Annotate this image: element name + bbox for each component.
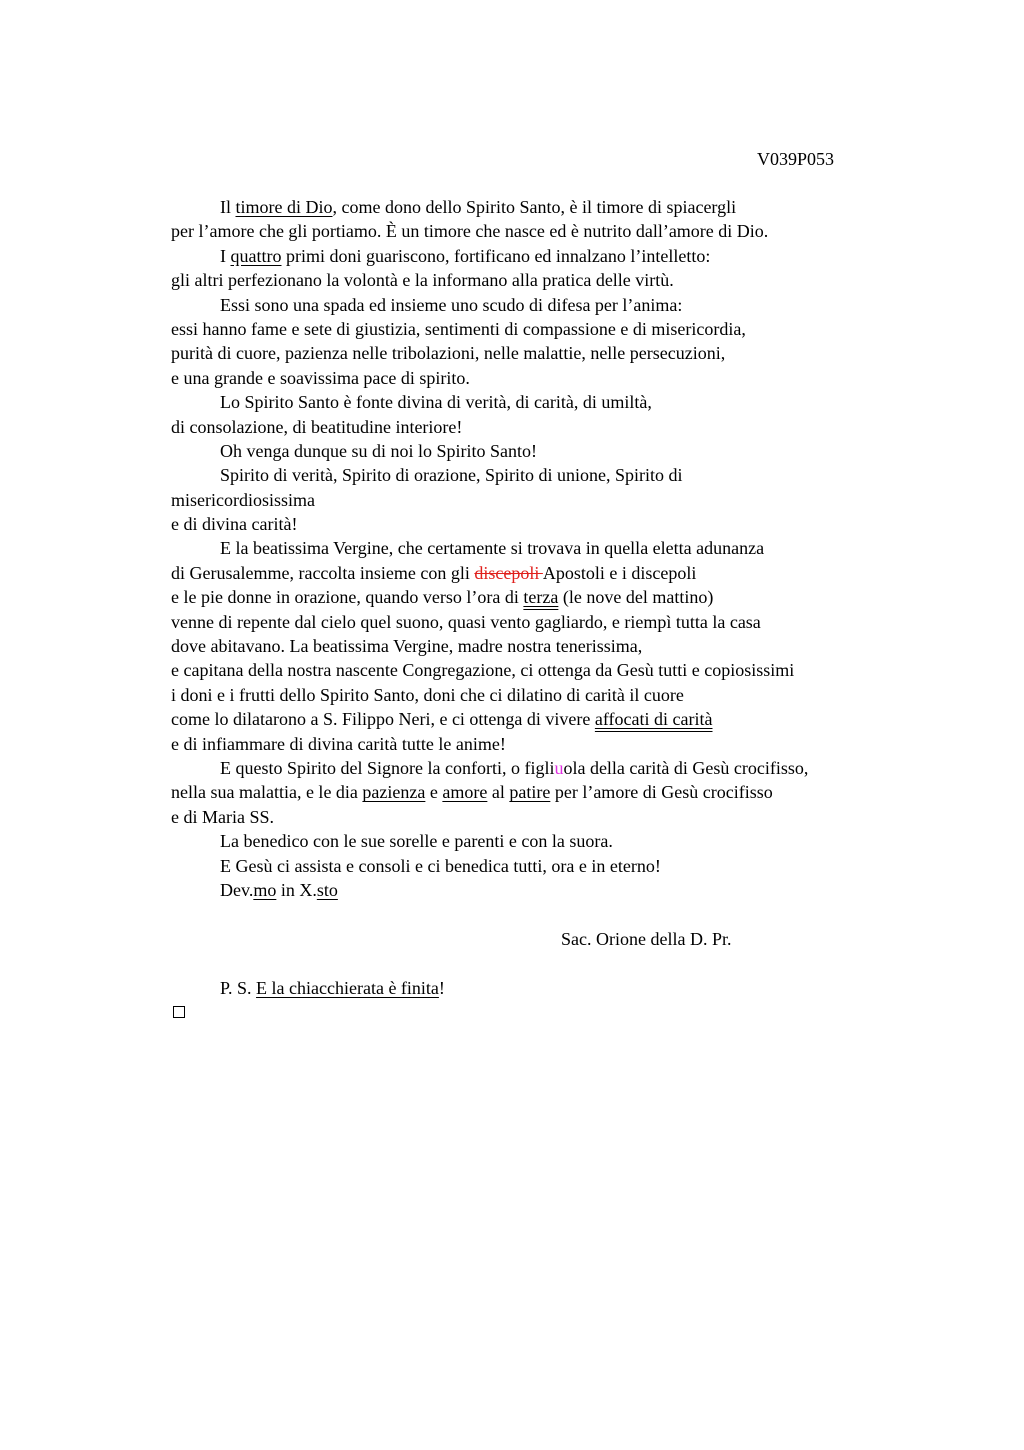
signature: Sac. Orione della D. Pr. xyxy=(561,928,732,949)
text-line: per l’amore che gli portiamo. È un timore che nasce ed è nutrito dall’amore di Dio. xyxy=(171,221,769,242)
text-line xyxy=(171,1000,931,1024)
deleted-text: discepoli xyxy=(474,562,543,583)
text-line: Spirito di verità, Spirito di orazione, Spirito di unione, Spirito di xyxy=(220,465,683,486)
double-underlined-text: affocati di carità xyxy=(594,709,713,730)
text-line: e di divina carità! xyxy=(171,514,298,535)
text-line: e una grande e soavissima pace di spirito. xyxy=(171,367,470,388)
text-line: Lo Spirito Santo è fonte divina di verità, di carità, di umiltà, xyxy=(220,392,652,413)
inserted-letter: u xyxy=(554,757,564,778)
underlined-text: quattro xyxy=(230,245,282,266)
closing-line: Dev.mo in X.sto xyxy=(220,879,338,900)
text-line: come lo dilatarono a S. Filippo Neri, e ci ottenga di vivere affocati di carità xyxy=(171,709,713,730)
text-line: La benedico con le sue sorelle e parenti e con la suora. xyxy=(220,831,613,852)
document-reference: V039P053 xyxy=(757,149,835,169)
text-line: Oh venga dunque su di noi lo Spirito Santo! xyxy=(220,440,537,461)
double-underlined-text: terza xyxy=(523,587,559,608)
underlined-text: sto xyxy=(316,879,338,900)
text-line: i doni e i frutti dello Spirito Santo, doni che ci dilatino di carità il cuore xyxy=(171,684,684,705)
text-line: di consolazione, di beatitudine interiore! xyxy=(171,416,463,437)
letter-body xyxy=(171,195,931,1024)
checkbox-square-icon xyxy=(173,1006,185,1018)
text-line: E Gesù ci assista e consoli e ci benedica tutti, ora e in eterno! xyxy=(220,855,661,876)
text-line: Il timore di Dio, come dono dello Spirito Santo, è il timore di spiacergli xyxy=(220,197,737,217)
text-line: e capitana della nostra nascente Congregazione, ci ottenga da Gesù tutti e copiosissimi xyxy=(171,660,795,681)
text-line: venne di repente dal cielo quel suono, quasi vento gagliardo, e riempì tutta la casa xyxy=(171,611,761,632)
postscript: P. S. E la chiacchierata è finita! xyxy=(220,977,445,998)
text-line: e di infiammare di divina carità tutte le anime! xyxy=(171,733,506,754)
text-line: E la beatissima Vergine, che certamente si trovava in quella eletta adunanza xyxy=(220,538,765,559)
text-line: e le pie donne in orazione, quando verso l’ora di terza (le nove del mattino) xyxy=(171,587,714,608)
text-line: I quattro primi doni guariscono, fortificano ed innalzano l’intelletto: xyxy=(220,245,711,266)
underlined-text: mo xyxy=(253,879,277,900)
text-line: nella sua malattia, e le dia pazienza e amore al patire per l’amore di Gesù crocifisso xyxy=(171,782,773,803)
underlined-text: patire xyxy=(509,782,551,803)
text-line: Essi sono una spada ed insieme uno scudo di difesa per l’anima: xyxy=(220,294,683,315)
text-line: e di Maria SS. xyxy=(171,806,274,827)
underlined-text: amore xyxy=(442,782,488,803)
text-line: misericordiosissima xyxy=(171,489,315,510)
text-line: essi hanno fame e sete di giustizia, sentimenti di compassione e di misericordia, xyxy=(171,318,746,339)
underlined-text: pazienza xyxy=(362,782,426,803)
spacer xyxy=(171,951,931,975)
text-line: E questo Spirito del Signore la conforti, o figliuola della carità di Gesù crocifisso, xyxy=(220,757,809,778)
spacer xyxy=(171,902,931,926)
text-line: dove abitavano. La beatissima Vergine, madre nostra tenerissima, xyxy=(171,636,643,657)
text-line: purità di cuore, pazienza nelle tribolazioni, nelle malattie, nelle persecuzioni, xyxy=(171,343,726,364)
underlined-text: E la chiacchierata è finita xyxy=(256,977,439,998)
text-line: gli altri perfezionano la volontà e la informano alla pratica delle virtù. xyxy=(171,270,674,291)
underlined-text: timore di Dio xyxy=(235,197,333,217)
text-line: di Gerusalemme, raccolta insieme con gli discepoli Apostoli e i discepoli xyxy=(171,562,697,583)
